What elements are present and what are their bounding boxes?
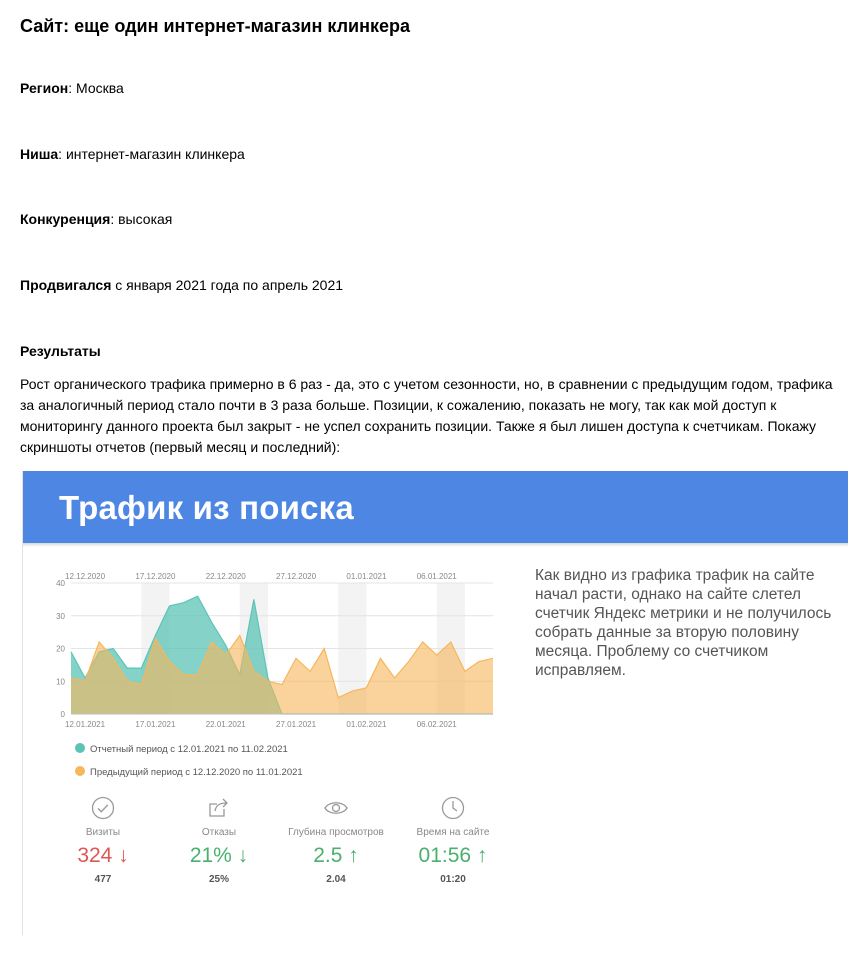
report-comment: Как видно из графика трафик на сайте начал расти, однако на сайте слетел счетчик Яндекс метрики и не получилось собрать данные за вторую половину месяца. Проблему со счетчиком исправляем.	[535, 567, 832, 679]
competition-line	[20, 211, 172, 227]
bottom-axis-label: 27.01.2021	[276, 720, 317, 729]
metric-previous-value: 477	[94, 874, 112, 885]
eye-icon	[323, 796, 349, 820]
banner-title: Трафик из поиска	[59, 489, 354, 526]
competition-label: Конкуренция	[20, 211, 111, 227]
legend-dot-current	[75, 743, 85, 753]
legend-label-previous: Предыдущий период с 12.12.2020 по 11.01.2021	[90, 767, 303, 778]
top-axis-label: 17.12.2020	[135, 572, 176, 581]
legend-item-previous	[75, 766, 303, 778]
niche-line	[20, 146, 245, 162]
y-tick-label: 0	[60, 710, 65, 719]
metric-time-on-site	[393, 796, 513, 885]
metric-label: Глубина просмотров	[288, 827, 384, 838]
report-banner	[23, 471, 848, 543]
promoted-value: с января 2021 года по апрель 2021	[111, 277, 344, 293]
top-axis-label: 01.01.2021	[346, 572, 387, 581]
share-icon	[207, 796, 231, 820]
metric-value: 01:56 ↑	[418, 844, 488, 867]
metric-previous-value: 01:20	[440, 874, 466, 885]
legend-label-current: Отчетный период с 12.01.2021 по 11.02.2021	[90, 744, 288, 755]
metric-value: 2.5 ↑	[313, 844, 359, 867]
metric-previous-value: 2.04	[326, 874, 346, 885]
niche-value: : интернет-магазин клинкера	[58, 146, 245, 162]
metric-visits	[43, 796, 163, 885]
top-axis-label: 22.12.2020	[205, 572, 246, 581]
results-paragraph: Рост органического трафика примерно в 6 раз - да, это с учетом сезонности, но, в сравнении с предыдущим годом, трафика за аналогичный период стало почти в 3 раза больше. Позиции, к сожалению, показать не могу, так как мой доступ к мониторингу данного проекта был закрыт - не успел сохранить позиции. Также я был лишен доступа к счетчикам. Покажу скриншоты отчетов (первый месяц и последний):	[20, 376, 833, 455]
bottom-axis-label: 01.02.2021	[346, 720, 387, 729]
region-label: Регион	[20, 80, 69, 96]
metric-value: 21% ↓	[189, 844, 249, 867]
clock-icon	[441, 796, 465, 820]
competition-value: : высокая	[110, 211, 173, 227]
traffic-chart	[23, 566, 503, 746]
y-tick-label: 30	[56, 611, 65, 621]
legend-item-current	[75, 743, 288, 755]
banner-shadow	[23, 543, 848, 547]
promoted-label: Продвигался	[20, 277, 112, 293]
region-line	[20, 80, 124, 96]
y-tick-label: 40	[56, 579, 65, 588]
check-circle-icon	[91, 796, 115, 820]
metric-label: Отказы	[201, 827, 237, 838]
promoted-line	[20, 277, 343, 293]
bottom-axis-label: 06.02.2021	[416, 720, 457, 729]
top-axis-label: 12.12.2020	[65, 572, 106, 581]
y-tick-label: 10	[56, 677, 65, 687]
document-title: Сайт: еще один интернет-магазин клинкера	[20, 16, 410, 36]
niche-label: Ниша	[20, 146, 59, 162]
metric-label: Время на сайте	[416, 827, 490, 838]
bottom-axis-label: 12.01.2021	[65, 720, 106, 729]
metric-label: Визиты	[85, 827, 121, 838]
metric-previous-value: 25%	[208, 874, 229, 885]
metric-bounces	[159, 796, 279, 885]
bottom-axis-label: 17.01.2021	[135, 720, 176, 729]
traffic-report-card	[22, 471, 848, 935]
metric-page-depth	[276, 796, 396, 885]
top-axis-label: 06.01.2021	[416, 572, 457, 581]
bottom-axis-label: 22.01.2021	[205, 720, 246, 729]
region-value: : Москва	[68, 80, 124, 96]
results-heading: Результаты	[20, 343, 101, 359]
legend-dot-previous	[75, 766, 85, 776]
metric-value: 324 ↓	[77, 844, 129, 867]
top-axis-label: 27.12.2020	[276, 572, 317, 581]
y-tick-label: 20	[56, 644, 65, 654]
